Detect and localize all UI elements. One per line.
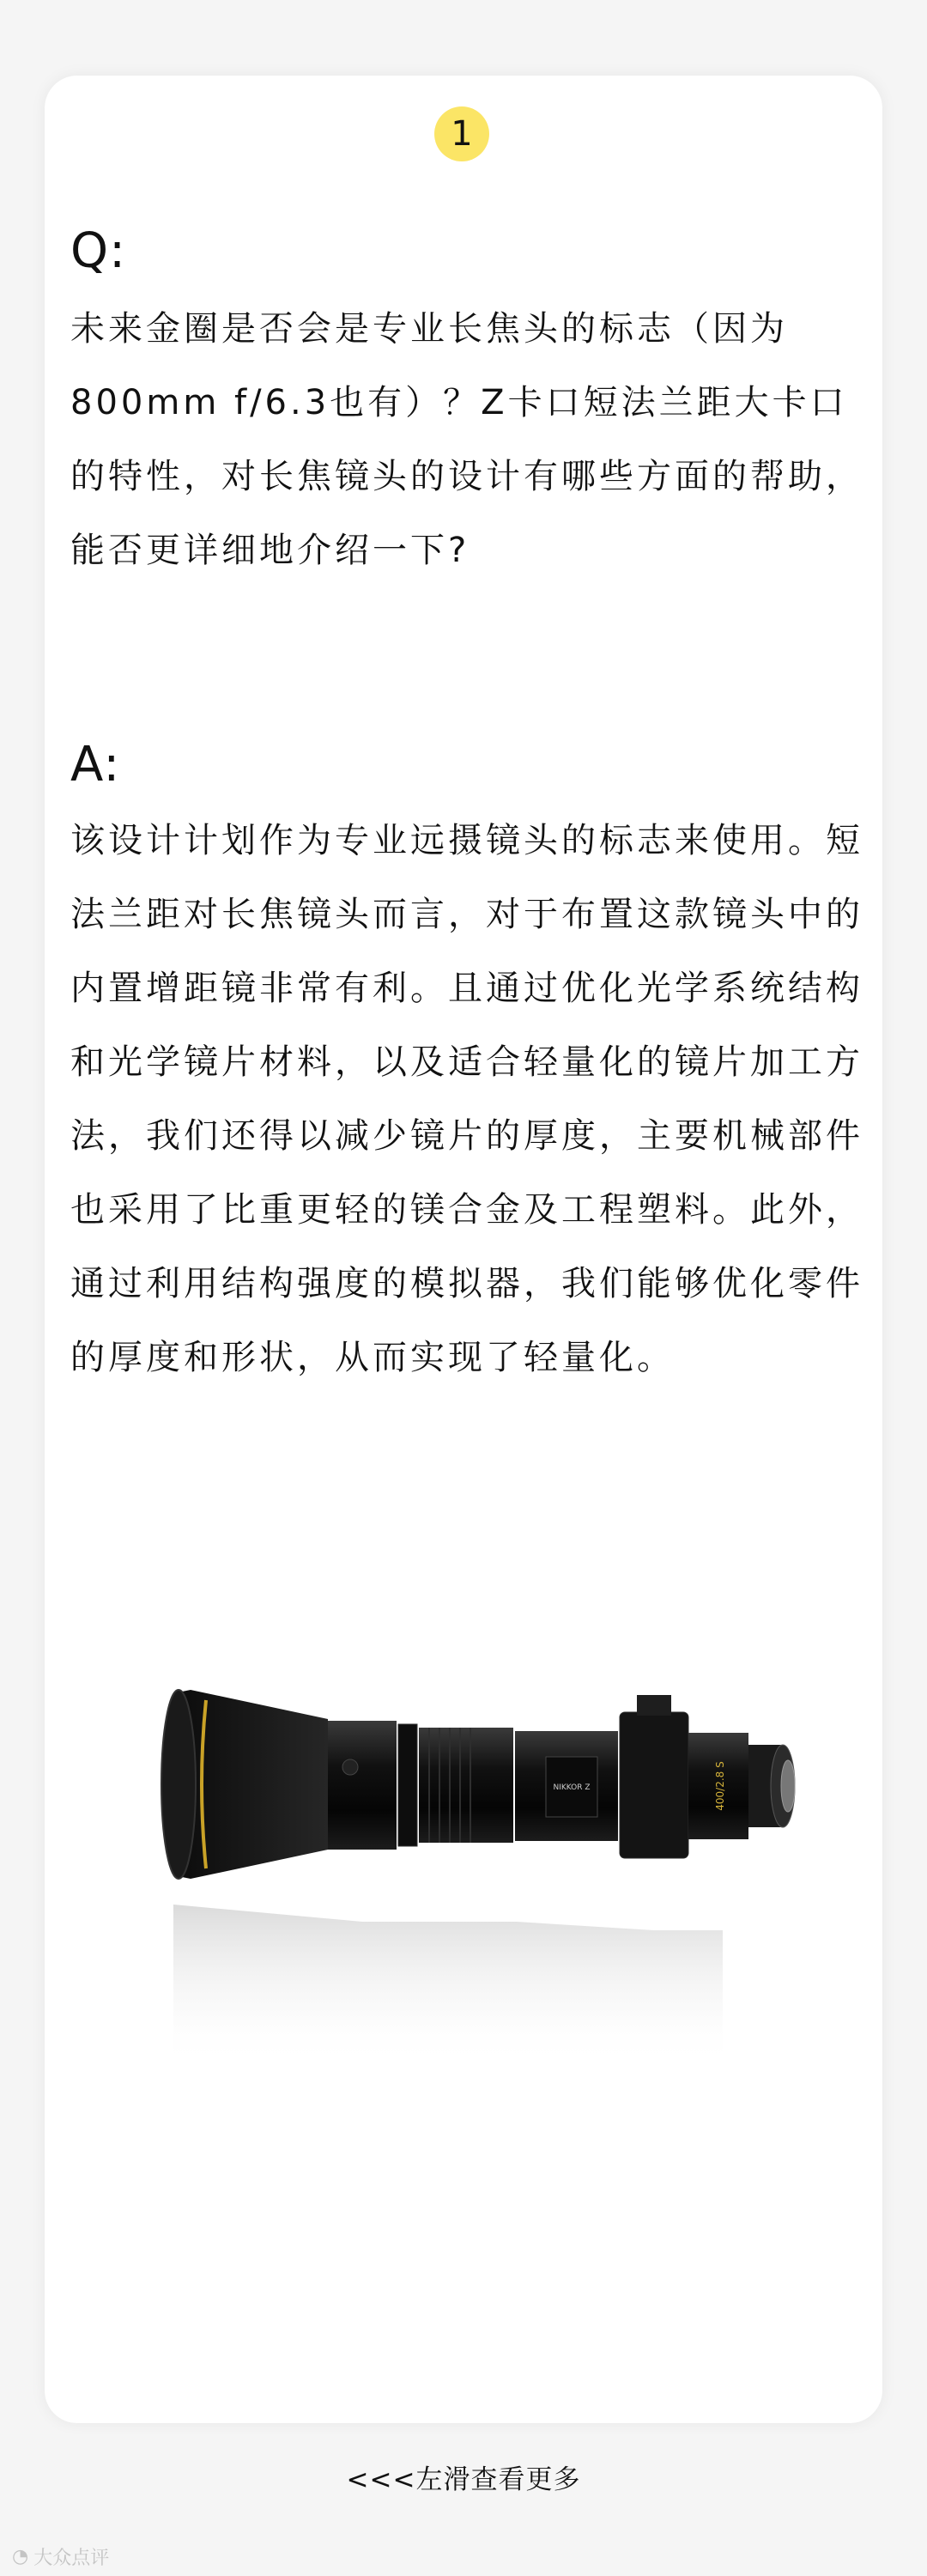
page-number-badge: 1 (434, 106, 489, 161)
watermark-text: 大众点评 (33, 2548, 110, 2569)
watermark-logo-icon: ◔ (12, 2546, 29, 2567)
answer-label: A: (70, 737, 121, 793)
watermark (12, 2543, 109, 2570)
swipe-hint[interactable]: <<<左滑查看更多 (346, 2464, 581, 2495)
answer-text: 该设计计划作为专业远摄镜头的标志来使用。短法兰距对长焦镜头而言，对于布置这款镜头中的内置增距镜非常有利。且通过优化光学系统结构和光学镜片材料，以及适合轻量化的镜片加工方法，我们还得以减少镜片的厚度，主要机械部件也采用了比重更轻的镁合金及工程塑料。此外，通过利用结构强度的模拟器，我们能够优化零件的厚度和形状，从而实现了轻量化。 (70, 821, 863, 1377)
content-card (45, 76, 882, 2423)
question-label: Q: (70, 223, 126, 279)
lens-focal-label: 400/2.8 S (714, 1761, 726, 1811)
question-text: 未来金圈是否会是专业长焦头的标志（因为800mm f/6.3也有）？Z卡口短法兰距大卡口的特性，对长焦镜头的设计有哪些方面的帮助，能否更详细地介绍一下? (70, 309, 863, 570)
lens-brand-text: NIKKOR Z (553, 1783, 591, 1792)
camera-lens-icon (156, 1638, 826, 2119)
lens-photo (156, 1638, 826, 2119)
